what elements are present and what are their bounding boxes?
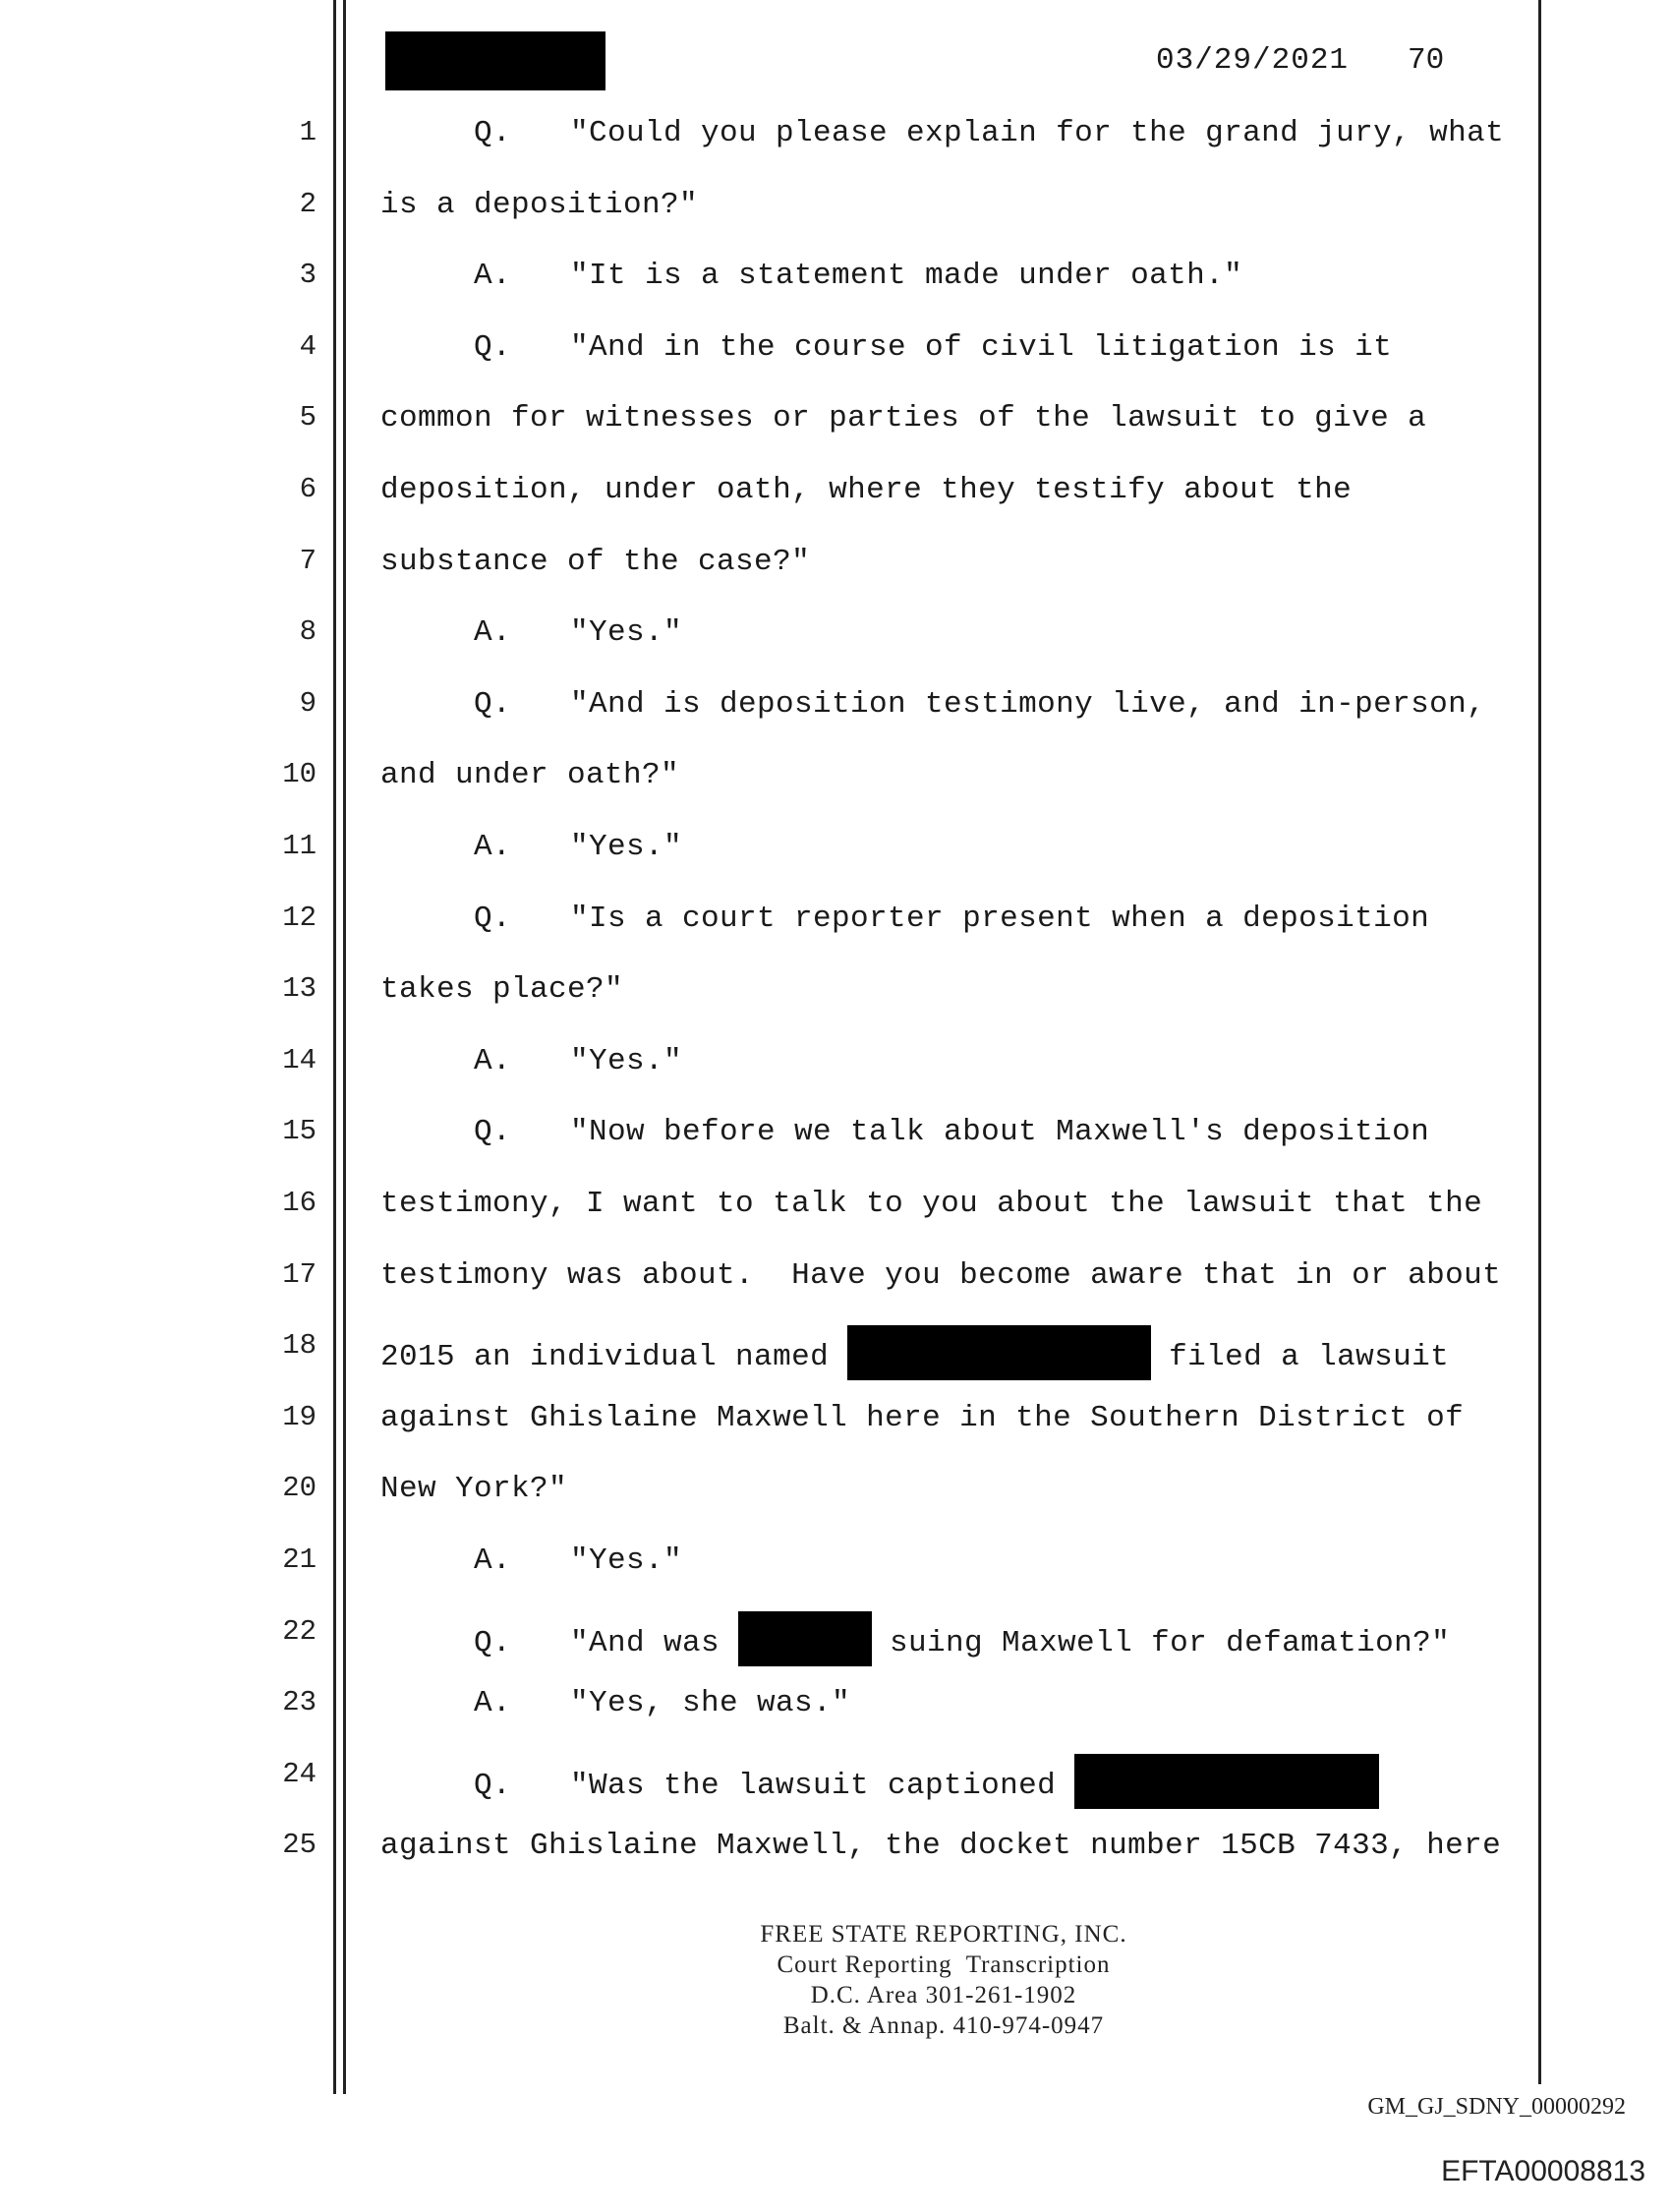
header-redaction-block [385,31,605,90]
line-number: 25 [282,1829,317,1862]
line-text [474,259,1242,293]
line-text [380,972,623,1007]
line-number: 15 [282,1115,317,1148]
line-segment: and under oath?" [380,758,680,793]
transcript-line [0,116,1671,175]
transcript-line [0,545,1671,604]
transcript-line [0,758,1671,817]
line-segment: testimony, I want to talk to you about the lawsuit that the [380,1187,1483,1221]
line-text [474,116,1504,150]
speaker-marker: A. [474,1043,512,1078]
line-number: 22 [282,1614,317,1648]
line-segment: substance of the case?" [380,544,811,579]
transcript-line [0,1615,1671,1674]
line-segment: "Was the lawsuit captioned [570,1768,1075,1803]
line-text [474,1758,1385,1813]
transcript-line [0,1258,1671,1317]
bates-number: GM_GJ_SDNY_00000292 [1367,2094,1626,2120]
line-segment: testimony was about. Have you become aware that in or about [380,1257,1502,1293]
line-number: 20 [282,1472,317,1505]
line-number: 6 [299,473,317,505]
inline-redaction-block [1074,1754,1379,1809]
speaker-marker: A. [474,615,512,651]
transcript-line [0,330,1671,389]
efta-number: EFTA00008813 [1441,2155,1645,2187]
transcript-line [0,902,1671,960]
line-segment: "It is a statement made under oath." [570,259,1243,294]
line-number: 19 [282,1400,317,1433]
speaker-marker: Q. [474,1115,512,1150]
line-number: 2 [299,187,317,220]
line-segment: "Is a court reporter present when a deposition [570,901,1430,936]
line-segment: "Yes." [570,1043,683,1078]
line-segment: "And in the course of civil litigation is it [570,329,1393,365]
page-number: 70 [1408,43,1445,78]
speaker-marker: Q. [474,686,512,722]
line-segment: "And was [570,1625,739,1660]
line-segment: "Could you please explain for the grand jury, what [570,116,1505,150]
speaker-marker: Q. [474,1625,512,1660]
line-segment: deposition, under oath, where they testify about the [380,473,1353,507]
transcript-line [0,1187,1671,1246]
line-number: 23 [282,1686,317,1719]
line-number: 11 [282,830,317,862]
line-text [474,1615,1450,1670]
line-text [474,902,1429,936]
transcript-line [0,188,1671,247]
line-segment: New York?" [380,1472,568,1507]
transcript-line [0,687,1671,746]
transcript-line [0,1686,1671,1745]
line-number: 13 [282,972,317,1006]
transcript-line [0,1758,1671,1817]
line-number: 24 [282,1757,317,1790]
footer-balt-phone: Balt. & Annap. 410-974-0947 [782,2012,1105,2039]
line-text [474,687,1485,722]
speaker-marker: A. [474,1543,512,1578]
line-segment: "Yes." [570,615,683,651]
speaker-marker: Q. [474,116,512,150]
line-text [380,1472,567,1506]
reporter-footer [550,1919,1337,2041]
transcript-line [0,473,1671,532]
speaker-marker: Q. [474,1768,512,1803]
speaker-marker: A. [474,830,512,864]
inline-redaction-block [847,1325,1151,1380]
line-number: 4 [299,329,317,363]
footer-dc-phone: D.C. Area 301-261-1902 [810,1982,1077,2008]
line-text [380,188,698,222]
line-text [474,1115,1429,1149]
line-text [380,1401,1464,1435]
line-text [380,758,679,792]
line-number: 8 [299,615,317,649]
transcript-line [0,1829,1671,1888]
transcript-line [0,401,1671,460]
line-segment: "And is deposition testimony live, and in-person, [570,686,1486,722]
line-text [474,615,682,650]
line-text [474,1686,850,1720]
line-segment: 2015 an individual named [380,1340,848,1375]
line-segment: takes place?" [380,972,624,1008]
transcript-line [0,615,1671,674]
line-text [380,545,810,579]
line-text [474,830,682,864]
inline-redaction-block [738,1611,872,1666]
transcript-line [0,1115,1671,1174]
line-segment: common for witnesses or parties of the lawsuit to give a [380,401,1427,437]
transcript-line [0,259,1671,318]
line-number: 14 [282,1043,317,1077]
line-text [380,473,1352,507]
line-number: 10 [282,758,317,791]
line-segment: "Yes." [570,830,683,864]
line-text [380,1829,1501,1863]
speaker-marker: Q. [474,329,512,365]
line-segment: "Now before we talk about Maxwell's deposition [570,1115,1430,1150]
line-number: 5 [299,401,317,435]
line-text [474,1044,682,1078]
speaker-marker: Q. [474,901,512,936]
line-number: 18 [282,1329,317,1363]
line-segment: "Yes." [570,1543,683,1578]
transcript-line [0,1401,1671,1460]
footer-services: Court Reporting Transcription [777,1951,1111,1978]
line-segment: against Ghislaine Maxwell, the docket number 15CB 7433, here [380,1829,1502,1864]
line-text [380,1258,1501,1293]
line-segment: is a deposition?" [380,187,699,222]
line-number: 16 [282,1187,317,1219]
transcript-line [0,830,1671,889]
line-number: 3 [299,259,317,292]
line-number: 7 [299,544,317,577]
line-segment: suing Maxwell for defamation?" [890,1625,1451,1660]
line-number: 12 [282,901,317,934]
transcript-line [0,1543,1671,1602]
line-text [380,401,1426,436]
line-segment: "Yes, she was." [570,1686,851,1721]
line-number: 17 [282,1257,317,1291]
line-number: 1 [299,116,317,148]
transcript-line [0,1044,1671,1103]
transcript-line [0,1472,1671,1531]
line-text [474,330,1392,365]
line-segment: against Ghislaine Maxwell here in the Southern District of [380,1400,1465,1435]
header-date: 03/29/2021 [1156,43,1350,78]
line-text [474,1543,682,1578]
line-number: 21 [282,1543,317,1576]
speaker-marker: A. [474,259,512,294]
transcript-line [0,1329,1671,1388]
line-number: 9 [299,686,317,720]
line-text [380,1329,1449,1384]
transcript-line [0,972,1671,1031]
footer-company: FREE STATE REPORTING, INC. [760,1921,1127,1948]
line-segment: filed a lawsuit [1169,1340,1450,1375]
speaker-marker: A. [474,1686,512,1721]
line-text [380,1187,1482,1221]
